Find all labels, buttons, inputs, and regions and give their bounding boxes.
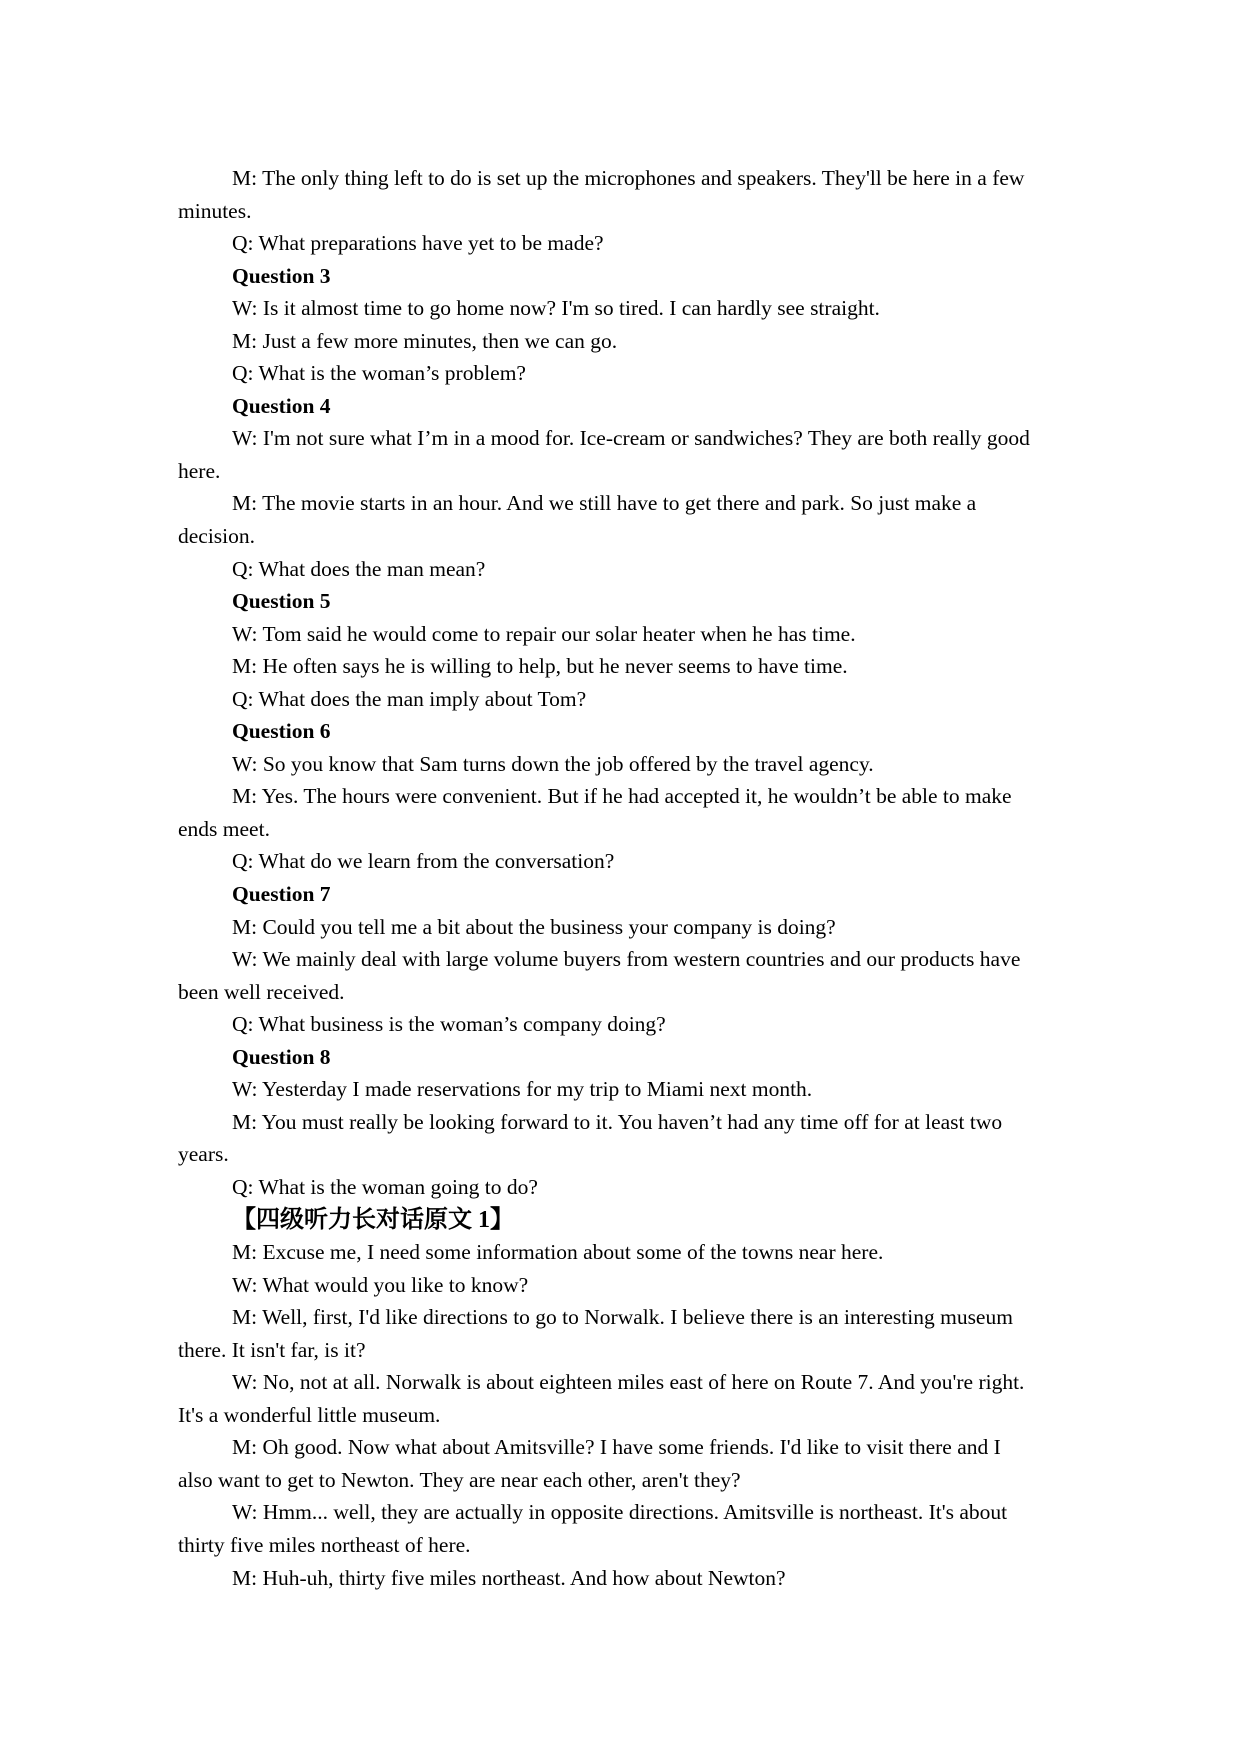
transcript-line: W: No, not at all. Norwalk is about eighteen miles east of here on Route 7. And you're right.	[232, 1370, 1025, 1395]
question-heading: Question 5	[232, 589, 331, 614]
transcript-line: M: Could you tell me a bit about the business your company is doing?	[232, 914, 836, 939]
transcript-line: W: Yesterday I made reservations for my trip to Miami next month.	[232, 1077, 813, 1102]
transcript-line: Q: What is the woman going to do?	[232, 1174, 538, 1199]
transcript-line: also want to get to Newton. They are near each other, aren't they?	[178, 1467, 741, 1492]
question-heading: Question 6	[232, 719, 331, 744]
transcript-line: Q: What business is the woman’s company doing?	[232, 1012, 666, 1037]
question-heading: Question 8	[232, 1044, 331, 1069]
transcript-line: M: The movie starts in an hour. And we still have to get there and park. So just make a	[232, 491, 977, 516]
transcript-line: W: We mainly deal with large volume buyers from western countries and our products have	[232, 947, 1021, 972]
question-heading: Question 7	[232, 882, 331, 907]
transcript-line: M: Well, first, I'd like directions to go to Norwalk. I believe there is an interesting museum	[232, 1305, 1013, 1330]
transcript-line: here.	[178, 458, 221, 483]
transcript-line: years.	[178, 1142, 229, 1167]
transcript-line: W: I'm not sure what I’m in a mood for. Ice-cream or sandwiches? They are both really good	[232, 426, 1030, 451]
transcript-line: M: Just a few more minutes, then we can go.	[232, 328, 618, 353]
transcript-line: M: Oh good. Now what about Amitsville? I have some friends. I'd like to visit there and I	[232, 1435, 1001, 1460]
transcript-line: W: Hmm... well, they are actually in opposite directions. Amitsville is northeast. It's about	[232, 1500, 1008, 1525]
transcript-line: W: Tom said he would come to repair our solar heater when he has time.	[232, 621, 856, 646]
transcript-line: W: Is it almost time to go home now? I'm so tired. I can hardly see straight.	[232, 296, 880, 321]
transcript-line: W: So you know that Sam turns down the job offered by the travel agency.	[232, 751, 874, 776]
question-heading: Question 4	[232, 393, 331, 418]
transcript-line: M: Yes. The hours were convenient. But if he had accepted it, he wouldn’t be able to make	[232, 784, 1012, 809]
transcript-line: M: Huh-uh, thirty five miles northeast. And how about Newton?	[232, 1565, 786, 1590]
transcript-line: M: Excuse me, I need some information about some of the towns near here.	[232, 1240, 884, 1265]
transcript-line: Q: What does the man mean?	[232, 556, 486, 581]
transcript-line: M: The only thing left to do is set up the microphones and speakers. They'll be here in a few	[232, 166, 1025, 190]
transcript-line: W: What would you like to know?	[232, 1272, 529, 1297]
text-block	[178, 162, 1088, 1594]
transcript-line: minutes.	[178, 198, 252, 223]
question-heading: Question 3	[232, 263, 331, 288]
transcript-line: Q: What is the woman’s problem?	[232, 361, 526, 386]
transcript-line: Q: What does the man imply about Tom?	[232, 686, 587, 711]
transcript-line: thirty five miles northeast of here.	[178, 1532, 471, 1557]
transcript-line: Q: What preparations have yet to be made?	[232, 231, 604, 256]
transcript-line: there. It isn't far, is it?	[178, 1337, 366, 1362]
transcript-line: been well received.	[178, 979, 345, 1004]
transcript-line: ends meet.	[178, 816, 270, 841]
transcript-line: Q: What do we learn from the conversation?	[232, 849, 615, 874]
transcript-line: M: You must really be looking forward to it. You haven’t had any time off for at least two	[232, 1109, 1003, 1134]
transcript-line: decision.	[178, 524, 256, 549]
transcript-line: M: He often says he is willing to help, but he never seems to have time.	[232, 654, 848, 679]
section-heading: 【四级听力长对话原文 1】	[232, 1206, 514, 1233]
transcript-line: It's a wonderful little museum.	[178, 1402, 441, 1427]
